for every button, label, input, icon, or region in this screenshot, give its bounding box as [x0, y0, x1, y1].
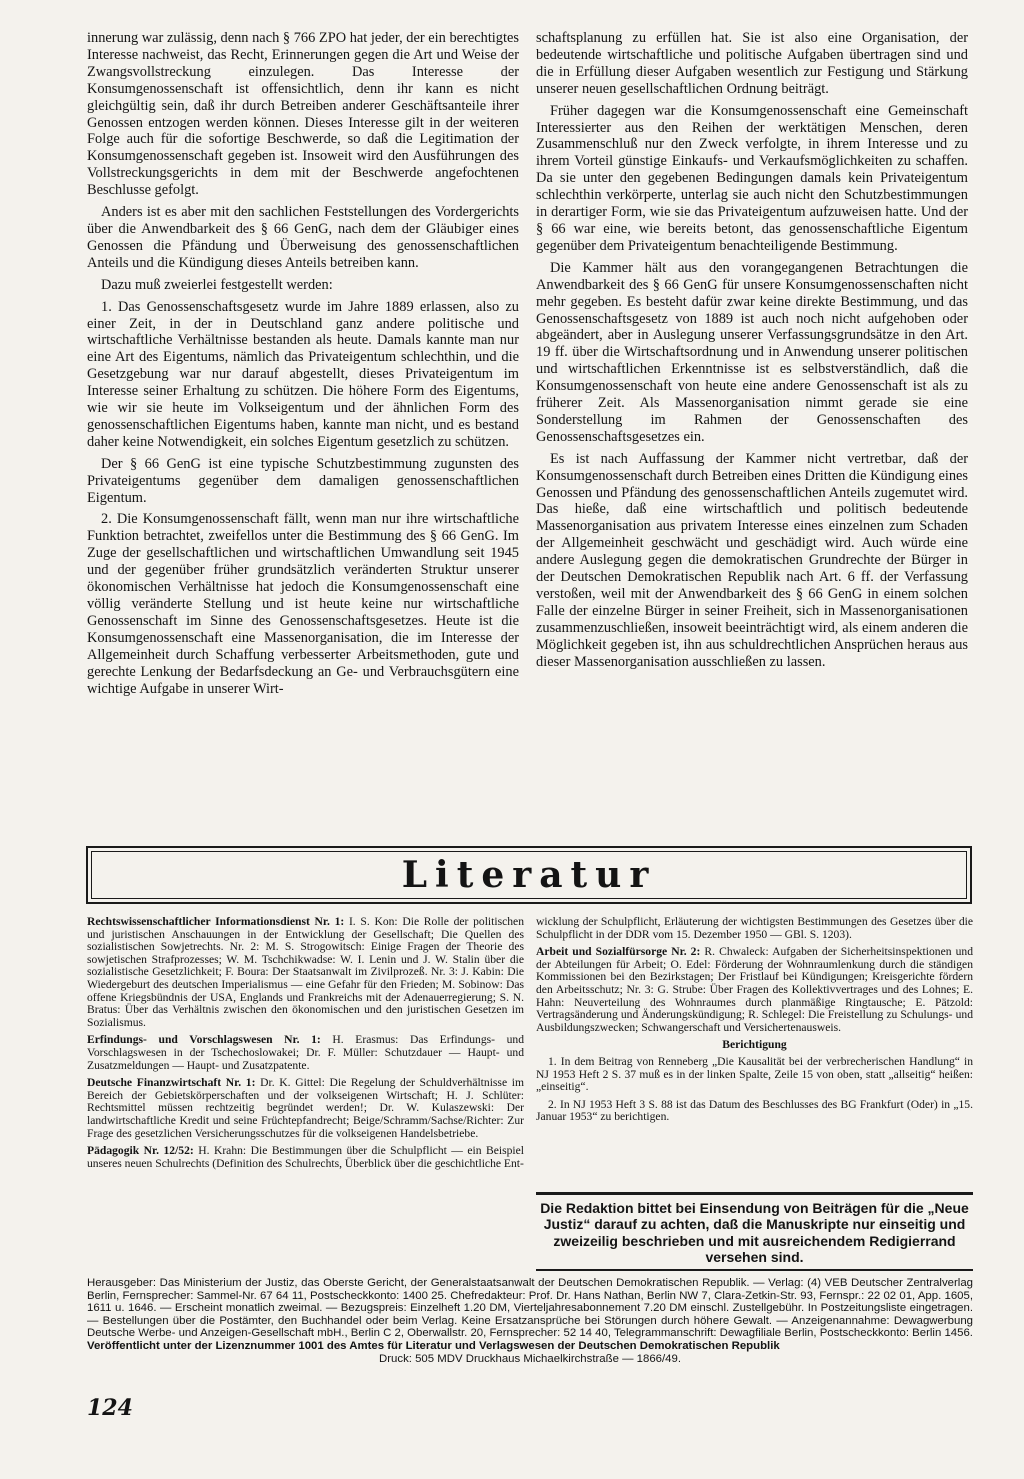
literature-entry-text: wicklung der Schulpflicht, Erläuterung der wichtigsten Bestimmungen des Gesetzes über die Schulpflicht in der DDR vom 15. Dezember 1950 — GBl. S. 1203). [536, 915, 973, 941]
article-paragraph: Es ist nach Auffassung der Kammer nicht vertretbar, daß der Konsumgenossenschaft durch Betreiben eines Dritten die Kündigung eines Genossen und Pfändung des genossenschaftlichen Anteils zugemutet wird. Das hieße, daß eine wirtschaftlich und politisch bedeutende Massenorganisation aus privatem Interesse eines einzelnen zum Schaden der Allgemeinheit geschwächt und geschädigt wird. Auch würde eine andere Auslegung gegen die demokratischen Grundrechte der Bürger in der Deutschen Demokratischen Republik nach Art. 6 ff. der Verfassung verstoßen, weil mit der Anwendbarkeit des § 66 GenG in einem solchen Falle der einzelne Bürger in seiner Freiheit, sich in Massenorganisationen zusammenzuschließen, insoweit beeinträchtigt wird, als einem anderen die Möglichkeit gegeben ist, ihn aus schuldrechtlichen Ansprüchen heraus aus dieser Massenorganisation ausschließen zu lassen. [536, 450, 969, 670]
literature-entry-head: Deutsche Finanzwirtschaft Nr. 1: [87, 1076, 256, 1090]
article-paragraph: Anders ist es aber mit den sachlichen Feststellungen des Vordergerichts über die Anwendbarkeit des § 66 GenG, nach dem der Gläubiger eines Genossen die Pfändung und Überweisung des genossenschaftlichen Anteils und die Kündigung dieses Anteils betreiben kann. [87, 204, 519, 271]
imprint [87, 1277, 973, 1365]
article-column-left [87, 30, 519, 702]
literature-entry [536, 916, 973, 941]
article-paragraph: innerung war zulässig, denn nach § 766 ZPO hat jeder, der ein berechtigtes Interesse nachweist, das Recht, Erinnerungen gegen die Art und Weise der Zwangsvollstreckung einzulegen. Das Interesse der Konsumgenossenschaft ist offensichtlich, denn ihr kann es nicht gleichgültig sein, daß ihr durch Betreiben anderer Geschäftsanteile ihrer Genossen entzogen werden können. Dieses Interesse gilt in der weiteren Folge auch für die sofortige Beschwerde, so daß die Legitimation der Konsumgenossenschaft gegeben ist. Insoweit wird den Ausführungen des Vollstreckungsgerichts in dem mit der Beschwerde angefochtenen Beschlusse gefolgt. [87, 30, 519, 199]
literature-entry [87, 1077, 524, 1140]
print-note: Druck: 505 MDV Druckhaus Michaelkirchstraße — 1866/49. [379, 1352, 681, 1365]
literature-entry-head: Arbeit und Sozialfürsorge Nr. 2: [536, 945, 701, 959]
literature-entry-text: H. Erasmus: Das Erfindungs- und Vorschlagswesen in der Tschechoslowakei; Dr. F. Müller: Schutzdauer — Haupt- und Zusatzmeldungen — Haupt- und Zusatzpatente. [87, 1033, 525, 1072]
corrections-heading: Berichtigung [722, 1038, 787, 1052]
correction-item: 2. In NJ 1953 Heft 3 S. 88 ist das Datum des Beschlusses des BG Frankfurt (Oder) in „15. Januar 1953“ zu berichtigen. [536, 1097, 973, 1124]
license-note: Veröffentlicht unter der Lizenznummer 1001 des Amtes für Literatur und Verlagswesen der Deutschen Demokratischen Republik [87, 1339, 780, 1352]
literature-entry [87, 1034, 524, 1072]
article-paragraph: 1. Das Genossenschaftsgesetz wurde im Jahre 1889 erlassen, also zu einer Zeit, in der in Deutschland ganz andere politische und wirtschaftliche Verhältnisse bestanden als heute. Damals kannte man nur eine Art des Eigentums, nämlich das Privateigentum schlechthin, und die Gesetzgebung war nur darauf abgestellt, dieses Privateigentum im Interesse seiner Erhaltung zu schützen. Die höhere Form des Eigentums, wie wir sie heute im Volkseigentum und der ähnlichen Form des genossenschaftlichen Eigentums haben, kannte man nicht, und es bestand daher keine Notwendigkeit, ein solches Eigentum gesetzlich zu schützen. [87, 298, 519, 450]
literature-entry-head: Rechtswissenschaftlicher Informationsdienst Nr. 1: [87, 915, 345, 928]
article-paragraph: Die Kammer hält aus den vorangegangenen Betrachtungen die Anwendbarkeit des § 66 GenG für unsere Konsumgenossenschaften nicht mehr gegeben. Es besteht dafür zwar keine direkte Bestimmung, und das Genossenschaftsgesetz von 1889 ist auch noch nicht aufgehoben oder abgeändert, aber in Auslegung unserer Verfassungsgrundsätze in den Art. 19 ff. über die Wirtschaftsordnung und in Anwendung unserer politischen und wirtschaftlichen Erkenntnisse ist es selbstverständlich, daß die Konsumgenossenschaft von heute eine andere Genossenschaft ist als zu früherer Zeit. Als Massenorganisation nimmt gerade sie eine Sonderstellung im Rahmen der Genossenschaften des Genossenschaftsgesetzes ein. [536, 259, 968, 445]
literature-entry-text: I. S. Kon: Die Rolle der politischen und juristischen Anschauungen in der Entwicklung der Gesellschaft; Die Quellen des sozialistischen Sowjetrechts. Nr. 2: M. S. Strogowitsch: Einige Fragen der Theorie des sowjetischen Strafprozesses; W. M. Tschchikwadse: W. I. Lenin und J. W. Stalin über die sozialistische Gesetzlichkeit; F. Boura: Der Staatsanwalt im Zivilprozeß. Nr. 3: J. Kabin: Die Wiedergeburt des deutschen Imperialismus — eine Gefahr für den Frieden; M. Sobinow: Das offene Kriegsbündnis der USA, Englands und Frankreichs mit der Adenauerregierung; S. N. Bratus: Über das Verhältnis zwischen den ökonomischen und den juristischen Gesetzen im Sozialismus. [87, 915, 524, 1029]
literature-heading-box [86, 846, 972, 904]
article-paragraph: schaftsplanung zu erfüllen hat. Sie ist also eine Organisation, der bedeutende wirtschaftliche und politische Aufgaben übertragen sind und die in Erfüllung dieser Aufgaben wesentlich zur Festigung und Stärkung unserer neuen gesellschaftlichen Ordnung beiträgt. [536, 30, 968, 97]
editorial-notice: Die Redaktion bittet bei Einsendung von Beiträgen für die „Neue Justiz“ darauf zu achten, daß die Manuskripte nur einseitig und zweizeilig beschrieben und mit ausreichendem Redigierrand versehen sind. [536, 1192, 973, 1271]
article-paragraph: 2. Die Konsumgenossenschaft fällt, wenn man nur ihre wirtschaftliche Funktion betrachtet, zweifellos unter die Bestimmung des § 66 GenG. Im Zuge der gesellschaftlichen und wirtschaftlichen Umwandlung seit 1945 und der gegenüber früher grundsätzlich veränderten Struktur unserer ökonomischen Verhältnisse hat jedoch die Konsumgenossenschaft eine völlig veränderte Stellung und ist heute keine nur wirtschaftliche Genossenschaft im Sinne des Genossenschaftsgesetzes. Heute ist die Konsumgenossenschaft eine Massenorganisation, die im Interesse der Allgemeinheit durch Schaffung verbesserter Arbeitsmethoden, gute und gerechte Lenkung der Bedarfsdeckung an Ge- und Verbrauchsgütern eine wichtige Aufgabe in unserer Wirt- [87, 511, 519, 697]
literature-column-left [87, 916, 524, 1175]
article-paragraph: Früher dagegen war die Konsumgenossenschaft eine Gemeinschaft Interessierter aus den Reihen der werktätigen Menschen, deren Zusammenschluß nur den Zweck verfolgte, in ihrem Interesse und zu ihrem Vorteil günstige Einkaufs- und Verkaufsmöglichkeiten zu schaffen. Da sie unter den gegebenen Bedingungen damals kein Privateigentum schlechthin verkörperte, unterlag sie auch nicht den Schutzbestimmungen in derartiger Form, wie sie das Privateigentum aufzuweisen hatte. Und der § 66 war eine, wie bereits betont, das genossenschaftliche Eigentum gegenüber dem Privateigentum benachteiligende Bestimmung. [536, 102, 968, 254]
literature-heading: Literatur [401, 854, 657, 896]
correction-item: 1. In dem Beitrag von Renneberg „Die Kausalität bei der verbrecherischen Handlung“ in NJ 1953 Heft 2 S. 37 muß es in der linken Spalte, Zeile 15 von oben, statt „allseitig“ heißen: „einseitig“. [536, 1054, 973, 1094]
literature-entry [87, 916, 524, 1029]
article-column-right [536, 30, 968, 676]
literature-entry-head: Pädagogik Nr. 12/52: [87, 1144, 194, 1158]
literature-entry [87, 1145, 524, 1170]
literature-entry-text: Dr. K. Gittel: Die Regelung der Schuldverhältnisse im Bereich der Gebietskörperschaften und der volkseigenen Wirtschaft; H. J. Schlüter: Rechtsmittel müssen rechtzeitig begründet werden!; Dr. W. Kulaszewski: Der landwirtschaftliche Kredit und seine Früchtepfandrecht; Beige/Schramm/Sachse/Richter: Zur Frage des gesetzlichen Versicherungsschutzes für die volkseigenen Handelsbetriebe. [87, 1076, 524, 1140]
literature-entry-text: R. Chwaleck: Aufgaben der Sicherheitsinspektionen und der Abteilungen für Arbeit; O. Edel: Förderung der Wohnraumlenkung durch die ständigen Kommissionen bei den Bezirkstagen; Der Fristlauf bei Kündigungen; Kreisgerichte fördern den Arbeitsschutz; Nr. 3: G. Strube: Über Fragen des Kollektivvertrages und des Lohnes; E. Hahn: Neuverteilung des Wohnraumes durch planmäßige Ringtausche; E. Pätzold: Vertragsänderung und Änderungskündigung; R. Schlegel: Die Freistellung zu Schulungs- und Ausbildungszwecken; Schwangerschaft und Versichertenausweis. [536, 945, 974, 1034]
literature-column-right [536, 916, 973, 1129]
article-paragraph: Dazu muß zweierlei festgestellt werden: [101, 276, 333, 293]
literature-entry [536, 946, 973, 1034]
literature-entry-head: Erfindungs- und Vorschlagswesen Nr. 1: [87, 1033, 321, 1047]
imprint-text: Herausgeber: Das Ministerium der Justiz, das Oberste Gericht, der Generalstaatsanwalt der Deutschen Demokratischen Republik. — Verlag: (4) VEB Deutscher Zentralverlag Berlin, Fernsprecher: Sammel-Nr. 67 64 11, Postscheckkonto: 1400 25. Chefredakteur: Prof. Dr. Hans Nathan, Berlin NW 7, Clara-Zetkin-Str. 93, Fernspr.: 22 02 01, App. 1605, 1611 u. 1646. — Erscheint monatlich zweimal. — Bezugspreis: Einzelheft 1.20 DM, Vierteljahresabonnement 7.20 DM einschl. Zustellgebühr. In Postzeitungsliste eingetragen. — Bestellungen über die Postämter, den Buchhandel oder beim Verlag. Keine Ersatzansprüche bei Störungen durch höhere Gewalt. — Anzeigenannahme: Dewagwerbung Deutsche Werbe- und Anzeigen-Gesellschaft mbH., Berlin C 2, Oberwallstr. 20, Fernsprecher: 52 14 40, Telegrammanschrift: Dewagfiliale Berlin, Postscheckkonto: Berlin 1456. [87, 1277, 973, 1340]
article-paragraph: Der § 66 GenG ist eine typische Schutzbestimmung zugunsten des Privateigentums gegenüber dem damaligen genossenschaftlichen Eigentum. [87, 455, 519, 506]
literature-entry-text: H. Krahn: Die Bestimmungen über die Schulpflicht — ein Beispiel unseres neuen Schulrechts (Definition des Schulrechts, Überblick über die geschichtliche Ent- [87, 1144, 524, 1170]
page-number: 124 [87, 1395, 133, 1421]
